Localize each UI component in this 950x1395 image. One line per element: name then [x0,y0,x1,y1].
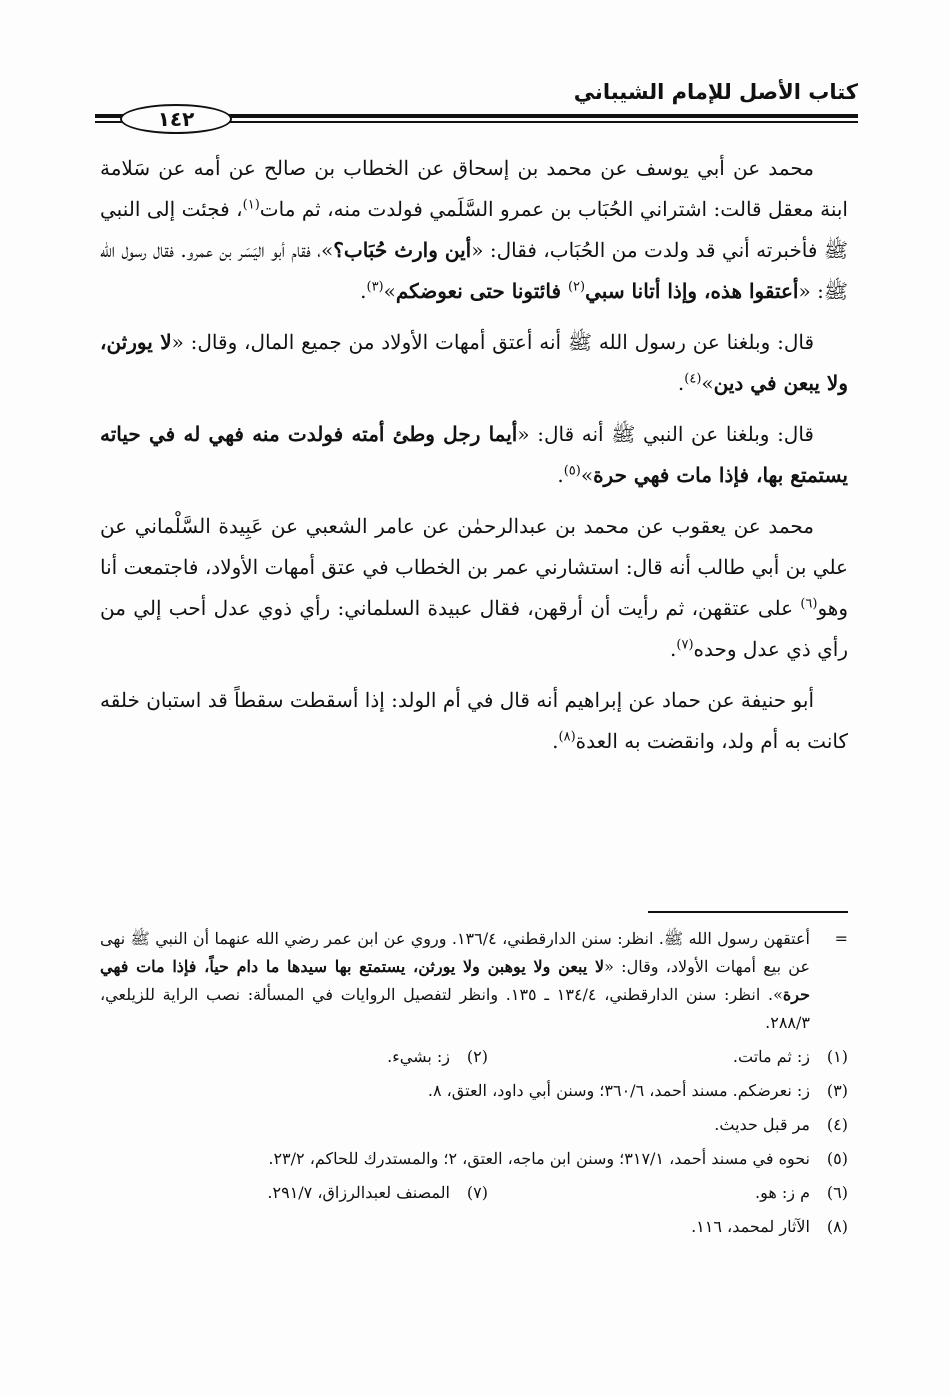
text-run: »، فقام أبو اليَسَر بن عمرو. فقال رسول الله ﷺ: « [100,238,848,303]
text-run: محمد عن يعقوب عن محمد بن عبدالرحمٰن عن عامر الشعبي عن عَبِيدة السَّلْماني عن علي بن أبي طالب أنه قال: استشارني عمر بن الخطاب في عتق أمهات الأولاد، فاجتمعت أنا وهو [100,514,848,620]
paragraph [100,322,848,404]
main-text [100,148,848,772]
footnote-continuation [100,925,848,1037]
footnote-1 [488,1043,848,1071]
footnote-number: (٨) [826,1217,848,1236]
footnote-5 [100,1145,848,1173]
bold-hadith-text: أين وارث حُبَاب؟ [333,238,472,262]
text-run: » [580,463,594,487]
footnote-4 [100,1111,848,1139]
text-run: . [360,279,367,303]
footnote-text: الآثار لمحمد، ١١٦. [691,1217,810,1236]
text-run: أعتقهن رسول الله ﷺ. انظر: سنن الدارقطني، ١٣٦/٤. وروي عن ابن عمر رضي الله عنهما أن النبي ﷺ نهى عن بيع أمهات الأولاد، وقال: « [100,929,811,976]
footnote-ref: (٦) [800,596,818,612]
footnote-number: (١) [826,1047,848,1066]
footnote-7 [100,1179,488,1207]
footnote-ref: (٢) [567,279,586,295]
footnote-number: (٦) [826,1183,848,1202]
page-number: ١٤٢ [120,104,232,134]
page-header [95,80,858,140]
footnote-separator [648,911,848,913]
bold-hadith-text: لا يبعن ولا يوهبن ولا يورثن، يستمتع بها سيدها ما دام حياً، فإذا مات فهي حرة [100,957,810,1004]
footnote-text: ز: ثم ماتت. [732,1047,810,1066]
footnote-6 [488,1179,848,1207]
footnote-text: مر قبل حديث. [714,1115,810,1134]
text-run: » [701,371,714,395]
footnote-8 [100,1213,848,1241]
footnote-ref: (١) [242,197,260,213]
bold-hadith-text: أعتقوا هذه، وإذا أتانا سبي [585,279,799,303]
text-run: ، فجئت إلى النبي ﷺ فأخبرته أني قد ولدت من الحُبَاب، فقال: « [100,197,849,262]
text-run: قال: وبلغنا عن رسول الله ﷺ أنه أعتق أمهات الأولاد من جميع المال، وقال: « [171,330,814,354]
book-title: كتاب الأصل للإمام الشيباني [573,80,858,104]
footnote-number: (٤) [826,1115,848,1134]
footnote-text: المصنف لعبدالرزاق، ٢٩١/٧. [267,1183,450,1202]
footnote-number: (٢) [466,1047,488,1066]
footnote-text [100,925,810,1037]
text-run: . [557,463,564,487]
footnote-row [100,1179,848,1207]
footnote-ref: (٣) [366,279,384,295]
footnote-text: م ز: هو. [755,1183,810,1202]
paragraph [100,414,848,496]
footnote-number: (٣) [826,1081,848,1100]
paragraph [100,506,848,670]
text-run: قال: وبلغنا عن النبي ﷺ أنه قال: « [517,422,814,446]
text-run: . [677,371,685,395]
text-run: ». انظر: سنن الدارقطني، ١٣٤/٤ ـ ١٣٥. وانظر لتفصيل الروايات في المسألة: نصب الراية للزيلعي، ٢٨٨/٣. [100,985,810,1032]
bold-hadith-text: فائتونا حتى نعوضكم [395,279,568,303]
footnote-text: ز: بشيء. [387,1047,450,1066]
text-run: . [670,637,677,661]
footnote-2 [100,1043,488,1071]
footnote-number: (٧) [466,1183,488,1202]
paragraph [100,148,848,312]
footnote-ref: (٧) [676,637,694,653]
footnote-row [100,1043,848,1071]
bold-hadith-text: لا يورثن، ولا يبعن في دين [100,330,848,395]
bold-hadith-text: أيما رجل وطئ أمته فولدت منه فهي له في حياته يستمتع بها، فإذا مات فهي حرة [100,422,848,487]
footnote-text: ز: نعرضكم. مسند أحمد، ٣٦٠/٦؛ وسنن أبي داود، العتق، ٨. [427,1081,810,1100]
footnotes [100,925,848,1247]
footnote-ref: (٨) [558,729,576,745]
text-run: » [383,279,396,303]
paragraph [100,680,848,762]
footnote-text: نحوه في مسند أحمد، ٣١٧/١؛ وسنن ابن ماجه، العتق، ٢؛ والمستدرك للحاكم، ٢٣/٢. [268,1149,810,1168]
footnote-3 [100,1077,848,1105]
text-run: محمد عن أبي يوسف عن محمد بن إسحاق عن الخطاب بن صالح عن أمه عن سَلامة ابنة معقل قالت: اشتراني الحُبَاب بن عمرو السَّلَمي فولدت منه، ثم مات [100,156,848,221]
text-run: على عتقهن، ثم رأيت أن أرقهن، فقال عبيدة السلماني: رأي ذوي عدل أحب إلي من رأي ذي عدل وحده [100,596,848,661]
text-run: أبو حنيفة عن حماد عن إبراهيم أنه قال في أم الولد: إذا أسقطت سقطاً قد استبان خلقه كانت به أم ولد، وانقضت به العدة [100,688,848,753]
footnote-ref: (٥) [563,463,581,479]
text-run: . [552,729,559,753]
footnote-ref: (٤) [684,371,702,387]
footnote-number: (٥) [826,1149,848,1168]
footnote-marker: = [834,929,848,948]
